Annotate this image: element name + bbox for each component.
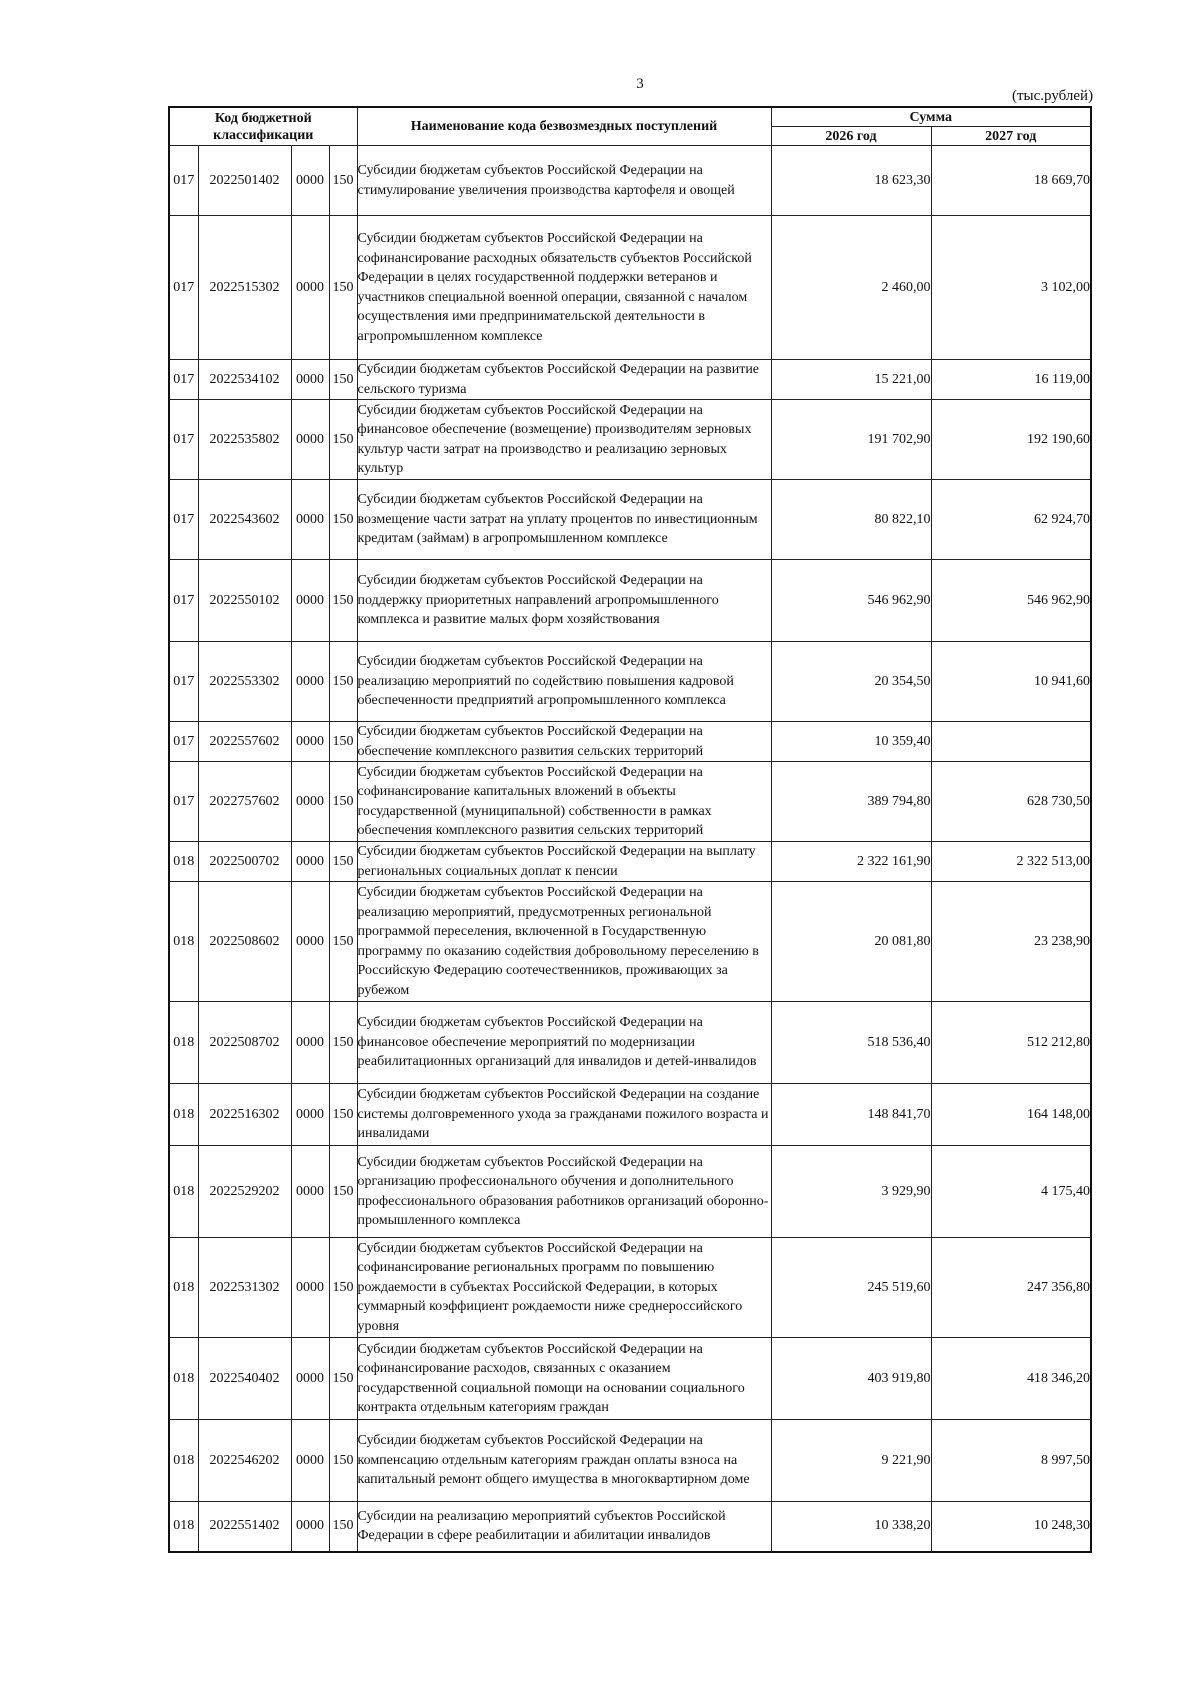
cell-prog: 0000 (291, 722, 329, 762)
table-row (169, 1420, 1091, 1502)
cell-admin: 018 (169, 882, 198, 1002)
table-row (169, 842, 1091, 882)
cell-code: 2022535802 (198, 400, 291, 480)
cell-code: 2022551402 (198, 1502, 291, 1552)
header-year-2026: 2026 год (771, 127, 931, 146)
cell-kosgu: 150 (329, 1146, 357, 1238)
cell-admin: 017 (169, 642, 198, 722)
table-row (169, 400, 1091, 480)
cell-prog: 0000 (291, 216, 329, 360)
cell-kosgu: 150 (329, 400, 357, 480)
cell-prog: 0000 (291, 762, 329, 842)
table-row (169, 762, 1091, 842)
cell-y2026: 3 929,90 (771, 1146, 931, 1238)
cell-admin: 017 (169, 722, 198, 762)
cell-y2026: 10 359,40 (771, 722, 931, 762)
table-row (169, 1338, 1091, 1420)
cell-code: 2022515302 (198, 216, 291, 360)
cell-code: 2022540402 (198, 1338, 291, 1420)
cell-y2027: 23 238,90 (931, 882, 1091, 1002)
cell-y2027: 2 322 513,00 (931, 842, 1091, 882)
cell-prog: 0000 (291, 1084, 329, 1146)
cell-kosgu: 150 (329, 1084, 357, 1146)
cell-code: 2022500702 (198, 842, 291, 882)
cell-y2026: 9 221,90 (771, 1420, 931, 1502)
cell-code: 2022529202 (198, 1146, 291, 1238)
cell-y2027: 192 190,60 (931, 400, 1091, 480)
cell-name: Субсидии бюджетам субъектов Российской Федерации на возмещение части затрат на уплату процентов по инвестиционным кредитам (займам) в агропромышленном комплексе (357, 480, 771, 560)
cell-admin: 017 (169, 360, 198, 400)
cell-y2027: 10 248,30 (931, 1502, 1091, 1552)
cell-admin: 018 (169, 1420, 198, 1502)
cell-y2026: 191 702,90 (771, 400, 931, 480)
table-row (169, 882, 1091, 1002)
cell-admin: 017 (169, 560, 198, 642)
header-code: Код бюджетной классификации (169, 107, 357, 146)
cell-name: Субсидии бюджетам субъектов Российской Федерации на финансовое обеспечение (возмещение) производителям зерновых культур части затрат на производство и реализацию зерновых культур (357, 400, 771, 480)
cell-name: Субсидии бюджетам субъектов Российской Федерации на софинансирование расходов, связанных с оказанием государственной социальной помощи на основании социального контракта отдельным категориям граждан (357, 1338, 771, 1420)
cell-name: Субсидии бюджетам субъектов Российской Федерации на стимулирование увеличения производства картофеля и овощей (357, 146, 771, 216)
cell-admin: 017 (169, 480, 198, 560)
cell-name: Субсидии бюджетам субъектов Российской Федерации на реализацию мероприятий по содействию повышения кадровой обеспеченности предприятий агропромышленного комплекса (357, 642, 771, 722)
table-row (169, 146, 1091, 216)
table-row (169, 642, 1091, 722)
cell-name: Субсидии бюджетам субъектов Российской Федерации на софинансирование региональных программ по повышению рождаемости в субъектах Российской Федерации, в которых суммарный коэффициент рождаемости ниже среднероссийского уровня (357, 1238, 771, 1338)
page-number: 3 (636, 76, 644, 92)
cell-kosgu: 150 (329, 480, 357, 560)
cell-prog: 0000 (291, 1002, 329, 1084)
cell-name: Субсидии на реализацию мероприятий субъектов Российской Федерации в сфере реабилитации и абилитации инвалидов (357, 1502, 771, 1552)
cell-name: Субсидии бюджетам субъектов Российской Федерации на финансовое обеспечение мероприятий по модернизации реабилитационных организаций для инвалидов и детей-инвалидов (357, 1002, 771, 1084)
cell-y2026: 389 794,80 (771, 762, 931, 842)
table-row (169, 1238, 1091, 1338)
cell-y2026: 10 338,20 (771, 1502, 931, 1552)
cell-y2026: 148 841,70 (771, 1084, 931, 1146)
cell-kosgu: 150 (329, 1338, 357, 1420)
cell-y2026: 2 322 161,90 (771, 842, 931, 882)
cell-prog: 0000 (291, 1502, 329, 1552)
cell-y2027: 10 941,60 (931, 642, 1091, 722)
cell-y2027: 247 356,80 (931, 1238, 1091, 1338)
cell-code: 2022550102 (198, 560, 291, 642)
cell-code: 2022546202 (198, 1420, 291, 1502)
cell-name: Субсидии бюджетам субъектов Российской Федерации на поддержку приоритетных направлений агропромышленного комплекса и развитие малых форм хозяйствования (357, 560, 771, 642)
cell-admin: 018 (169, 842, 198, 882)
header-sum: Сумма (771, 107, 1091, 127)
header-year-2027: 2027 год (931, 127, 1091, 146)
cell-y2027: 18 669,70 (931, 146, 1091, 216)
cell-admin: 017 (169, 216, 198, 360)
cell-y2026: 15 221,00 (771, 360, 931, 400)
cell-admin: 018 (169, 1002, 198, 1084)
cell-prog: 0000 (291, 1238, 329, 1338)
cell-code: 2022508602 (198, 882, 291, 1002)
cell-prog: 0000 (291, 642, 329, 722)
cell-prog: 0000 (291, 400, 329, 480)
table-row (169, 1146, 1091, 1238)
table-row (169, 1002, 1091, 1084)
cell-name: Субсидии бюджетам субъектов Российской Федерации на создание системы долговременного ухода за гражданами пожилого возраста и инвалидами (357, 1084, 771, 1146)
table-row (169, 480, 1091, 560)
cell-kosgu: 150 (329, 560, 357, 642)
cell-admin: 018 (169, 1502, 198, 1552)
cell-y2027: 4 175,40 (931, 1146, 1091, 1238)
cell-y2027: 628 730,50 (931, 762, 1091, 842)
table-row (169, 722, 1091, 762)
cell-name: Субсидии бюджетам субъектов Российской Федерации на организацию профессионального обучения и дополнительного профессионального образования работников организаций оборонно-промышленного комплекса (357, 1146, 771, 1238)
cell-code: 2022534102 (198, 360, 291, 400)
cell-prog: 0000 (291, 146, 329, 216)
table-row (169, 1502, 1091, 1552)
cell-name: Субсидии бюджетам субъектов Российской Федерации на софинансирование капитальных вложений в объекты государственной (муниципальной) собственности в рамках обеспечения комплексного развития сельских территорий (357, 762, 771, 842)
cell-name: Субсидии бюджетам субъектов Российской Федерации на развитие сельского туризма (357, 360, 771, 400)
cell-kosgu: 150 (329, 1002, 357, 1084)
cell-y2027 (931, 722, 1091, 762)
budget-table (168, 106, 1092, 1553)
cell-admin: 017 (169, 762, 198, 842)
cell-y2027: 8 997,50 (931, 1420, 1091, 1502)
cell-y2027: 62 924,70 (931, 480, 1091, 560)
cell-code: 2022757602 (198, 762, 291, 842)
cell-admin: 017 (169, 146, 198, 216)
cell-name: Субсидии бюджетам субъектов Российской Федерации на обеспечение комплексного развития сельских территорий (357, 722, 771, 762)
cell-y2026: 403 919,80 (771, 1338, 931, 1420)
cell-y2026: 18 623,30 (771, 146, 931, 216)
cell-y2026: 80 822,10 (771, 480, 931, 560)
cell-y2026: 2 460,00 (771, 216, 931, 360)
cell-y2026: 518 536,40 (771, 1002, 931, 1084)
table-header (169, 107, 1091, 146)
cell-code: 2022531302 (198, 1238, 291, 1338)
cell-y2027: 16 119,00 (931, 360, 1091, 400)
cell-name: Субсидии бюджетам субъектов Российской Федерации на софинансирование расходных обязательств субъектов Российской Федерации в целях государственной поддержки ветеранов и участников специальной военной операции, связанной с началом осуществления ими предпринимательской деятельности в агропромышленном комплексе (357, 216, 771, 360)
cell-name: Субсидии бюджетам субъектов Российской Федерации на компенсацию отдельным категориям граждан оплаты взноса на капитальный ремонт общего имущества в многоквартирном доме (357, 1420, 771, 1502)
cell-code: 2022553302 (198, 642, 291, 722)
cell-y2026: 546 962,90 (771, 560, 931, 642)
cell-kosgu: 150 (329, 842, 357, 882)
cell-prog: 0000 (291, 1420, 329, 1502)
header-name: Наименование кода безвозмездных поступлений (357, 107, 771, 146)
table-row (169, 360, 1091, 400)
cell-y2027: 164 148,00 (931, 1084, 1091, 1146)
cell-code: 2022516302 (198, 1084, 291, 1146)
cell-kosgu: 150 (329, 146, 357, 216)
cell-kosgu: 150 (329, 216, 357, 360)
cell-prog: 0000 (291, 1146, 329, 1238)
cell-kosgu: 150 (329, 762, 357, 842)
table-row (169, 560, 1091, 642)
cell-name: Субсидии бюджетам субъектов Российской Федерации на выплату региональных социальных доплат к пенсии (357, 842, 771, 882)
cell-admin: 017 (169, 400, 198, 480)
cell-y2027: 512 212,80 (931, 1002, 1091, 1084)
cell-y2026: 20 354,50 (771, 642, 931, 722)
cell-name: Субсидии бюджетам субъектов Российской Федерации на реализацию мероприятий, предусмотренных региональной программой переселения, включенной в Государственную программу по оказанию содействия добровольному переселению в Российскую Федерацию соотечественников, проживающих за рубежом (357, 882, 771, 1002)
cell-kosgu: 150 (329, 722, 357, 762)
cell-y2027: 546 962,90 (931, 560, 1091, 642)
unit-label: (тыс.рублей) (1012, 88, 1094, 104)
cell-code: 2022557602 (198, 722, 291, 762)
cell-kosgu: 150 (329, 1238, 357, 1338)
cell-prog: 0000 (291, 360, 329, 400)
cell-admin: 018 (169, 1238, 198, 1338)
cell-code: 2022508702 (198, 1002, 291, 1084)
cell-admin: 018 (169, 1146, 198, 1238)
table-row (169, 216, 1091, 360)
cell-y2026: 20 081,80 (771, 882, 931, 1002)
cell-prog: 0000 (291, 882, 329, 1002)
cell-kosgu: 150 (329, 360, 357, 400)
cell-admin: 018 (169, 1338, 198, 1420)
cell-prog: 0000 (291, 1338, 329, 1420)
cell-code: 2022501402 (198, 146, 291, 216)
table-row (169, 1084, 1091, 1146)
cell-kosgu: 150 (329, 882, 357, 1002)
table-body (169, 146, 1091, 1552)
cell-admin: 018 (169, 1084, 198, 1146)
cell-kosgu: 150 (329, 1420, 357, 1502)
cell-y2027: 3 102,00 (931, 216, 1091, 360)
cell-prog: 0000 (291, 480, 329, 560)
cell-prog: 0000 (291, 842, 329, 882)
cell-y2027: 418 346,20 (931, 1338, 1091, 1420)
cell-kosgu: 150 (329, 1502, 357, 1552)
cell-code: 2022543602 (198, 480, 291, 560)
cell-kosgu: 150 (329, 642, 357, 722)
cell-prog: 0000 (291, 560, 329, 642)
cell-y2026: 245 519,60 (771, 1238, 931, 1338)
